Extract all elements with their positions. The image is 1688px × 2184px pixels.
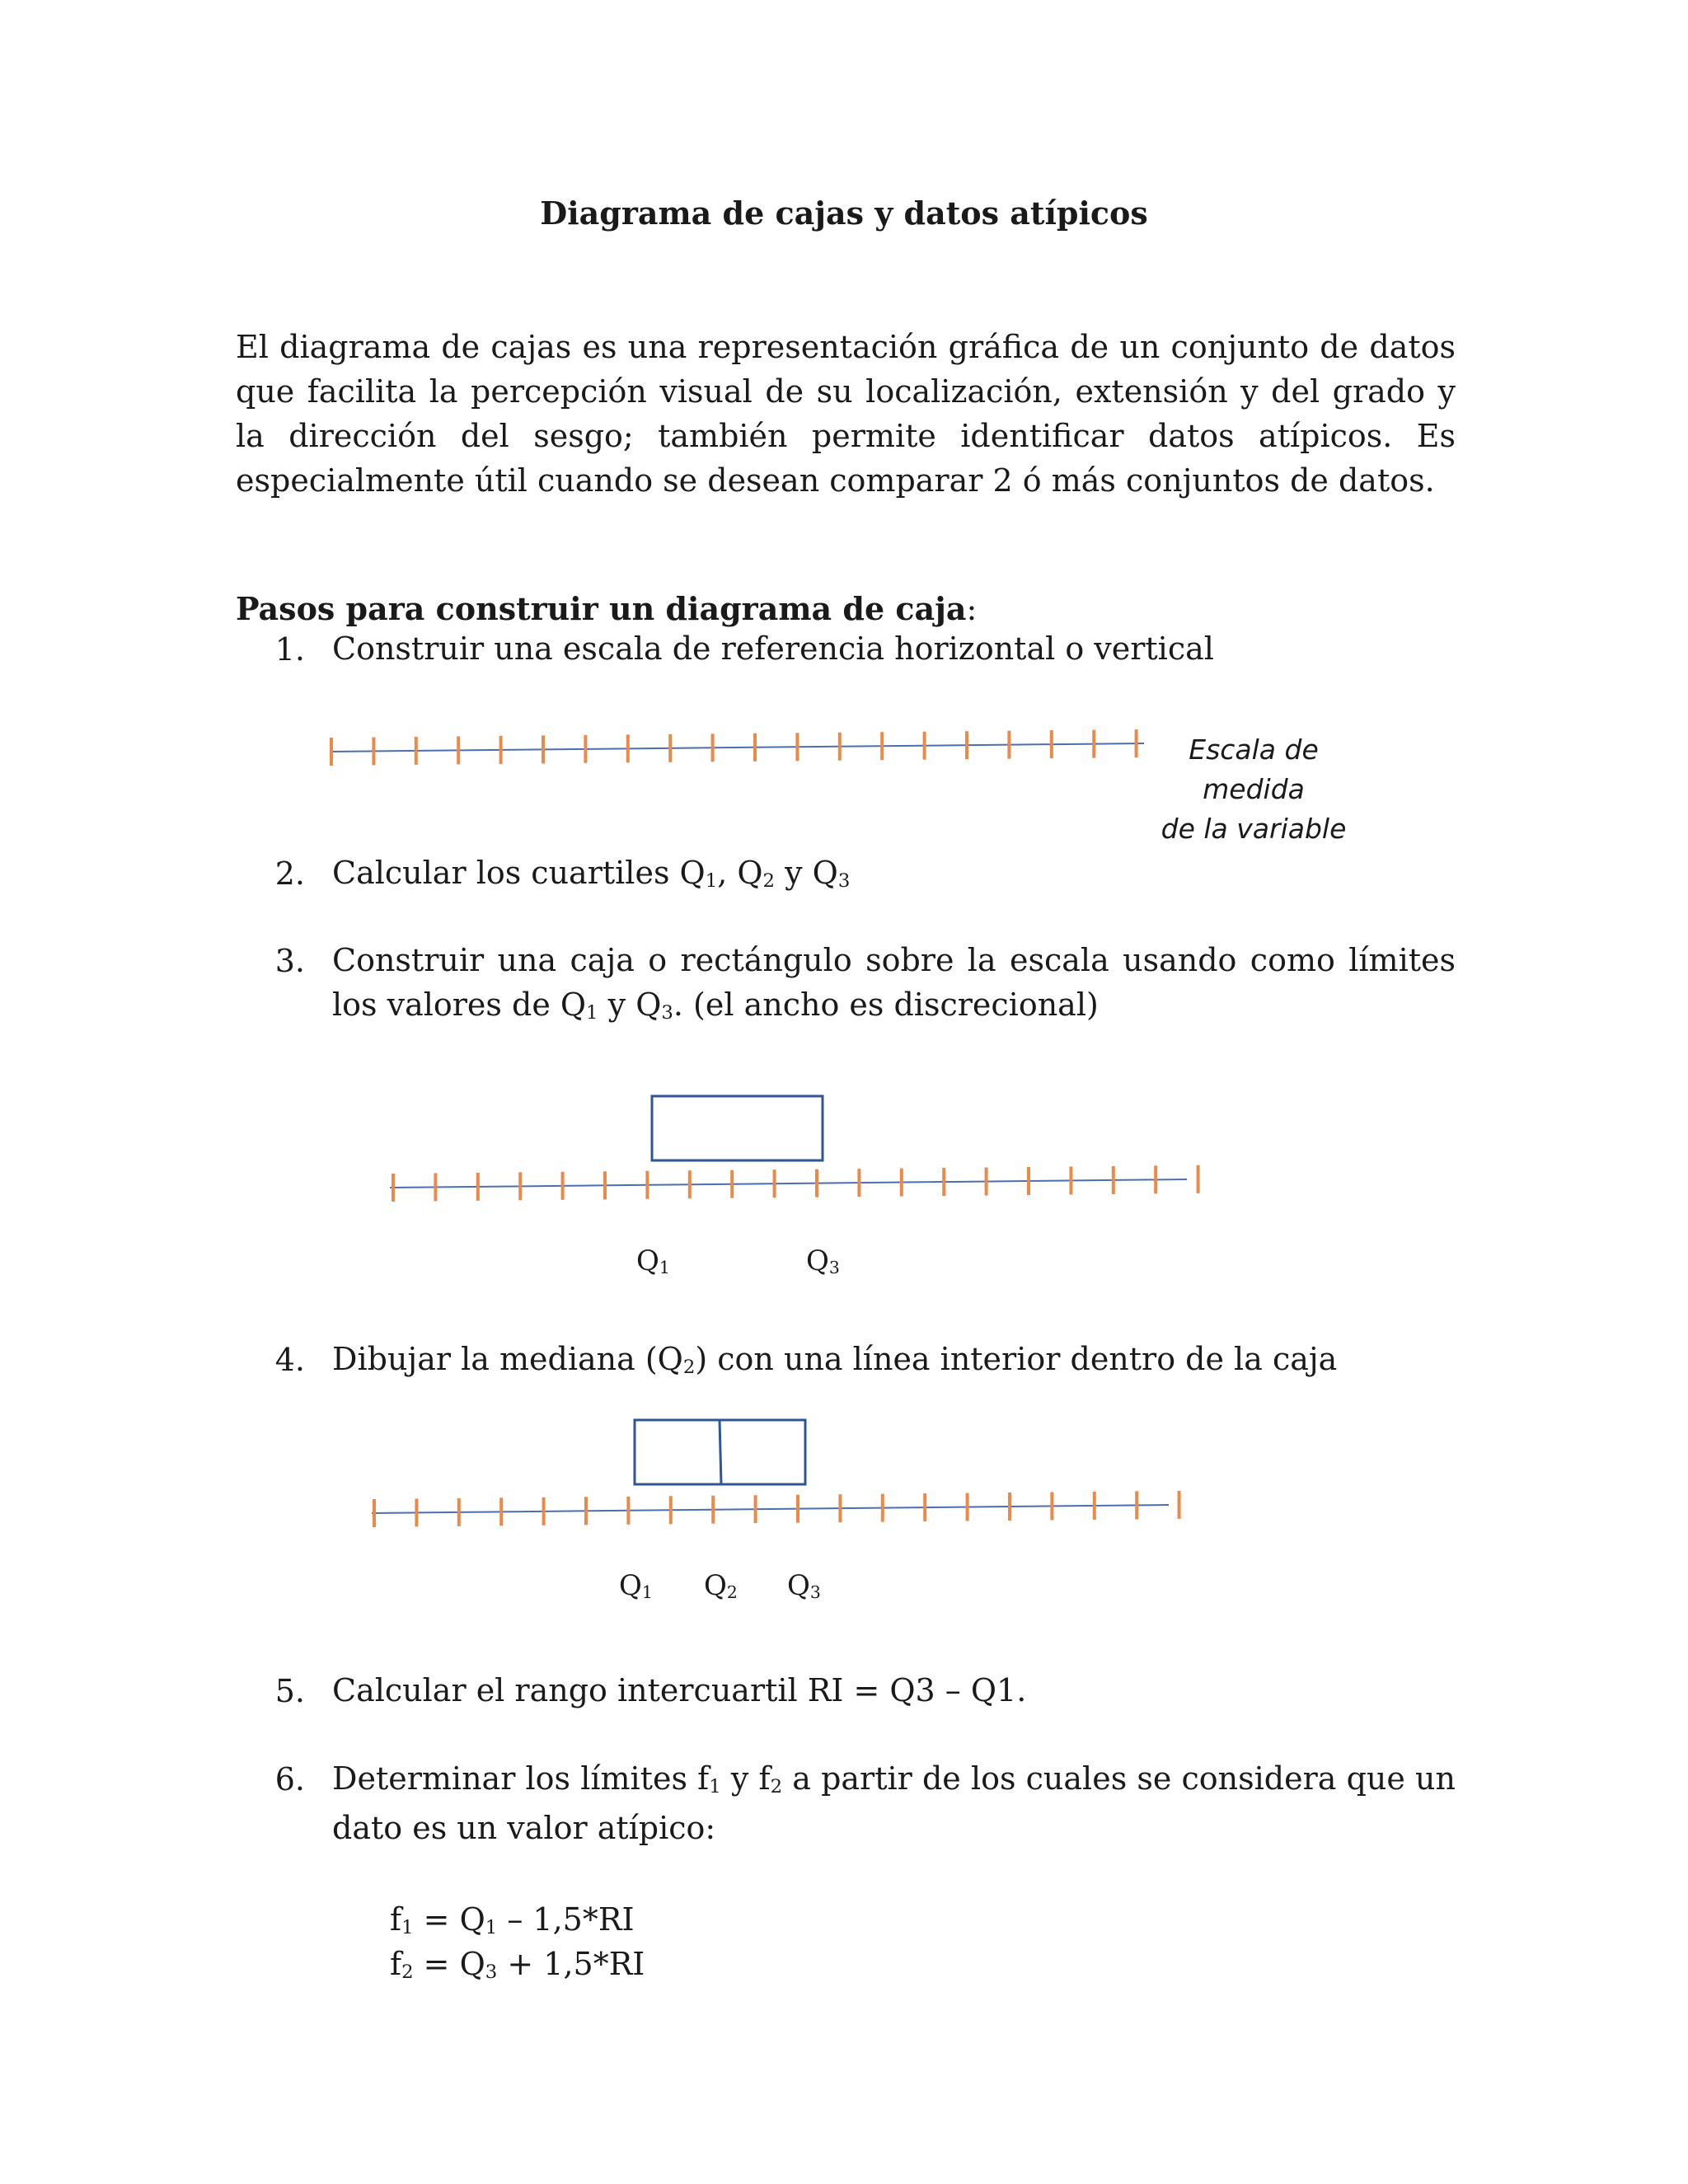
f2-b: = Q — [413, 1946, 485, 1982]
diagram2-q1-sub: 1 — [659, 1257, 670, 1277]
step-2-sub-1: 1 — [705, 870, 718, 893]
step-2-sub-2: 2 — [762, 870, 776, 893]
scale2-axis — [390, 1179, 1187, 1188]
steps-heading-text: Pasos para construir un diagrama de caja — [236, 590, 967, 627]
step-3-text-b: y Q — [598, 987, 662, 1023]
step-4-text-b: ) con una línea interior dentro de la caja — [695, 1341, 1338, 1377]
formula-f1 — [390, 1897, 634, 1947]
diagram3-q2-letter: Q — [704, 1569, 727, 1602]
diagram3-q2-label — [704, 1569, 738, 1602]
diagram2-q1-letter: Q — [636, 1244, 659, 1277]
box-q1-q3 — [652, 1096, 823, 1160]
step-3-number: 3. — [274, 943, 305, 979]
scale3-axis — [372, 1505, 1169, 1513]
step-3-text-a: Construir una caja o rectángulo sobre la escala usando como límites los valores de Q — [332, 942, 1456, 1023]
step-3-text-c: . (el ancho es discrecional) — [673, 987, 1099, 1023]
box-diagram-median — [372, 1420, 1179, 1527]
scale-3 — [372, 1491, 1179, 1527]
step-6-text-a: Determinar los límites f — [332, 1760, 710, 1797]
step-2-text-a: Calcular los cuartiles Q — [332, 855, 706, 891]
step-5-number: 5. — [274, 1673, 305, 1709]
median-line — [720, 1420, 721, 1484]
diagram3-q1-letter: Q — [619, 1569, 642, 1602]
step-2-text — [332, 851, 850, 900]
intro-paragraph: El diagrama de cajas es una representación gráfica de un conjunto de datos que facilita la percepción visual de su localización, extensión y del grado y la dirección del sesgo; también permite identificar datos atípicos. Es especialmente útil cuando se desean comparar 2 ó más conjuntos de datos. — [236, 329, 1456, 499]
formula-f2 — [390, 1942, 645, 1991]
f1-a: f — [390, 1901, 402, 1938]
scale1-axis — [330, 743, 1144, 752]
step-6-text-c: a partir de los cuales se considera que un dato es un valor atípico: — [332, 1760, 1456, 1846]
diagram3-q1-label — [619, 1569, 653, 1602]
f1-a-sub: 1 — [401, 1917, 414, 1939]
step-2-sub-3: 3 — [837, 870, 851, 893]
diagram3-q1-sub: 1 — [641, 1582, 653, 1602]
f2-a-sub: 2 — [401, 1961, 414, 1984]
step-6-sub-1: 1 — [709, 1776, 721, 1798]
box-diagram-q1-q3 — [390, 1096, 1198, 1202]
step-6-sub-2: 2 — [770, 1776, 783, 1798]
f2-b-sub: 3 — [485, 1961, 498, 1984]
step-3-sub-1: 1 — [586, 1002, 598, 1024]
step-4-text — [332, 1337, 1337, 1386]
page-title: Diagrama de cajas y datos atípicos — [540, 194, 1148, 232]
step-6-text — [332, 1756, 1456, 1850]
step-2-number: 2. — [274, 855, 305, 892]
step-1-number: 1. — [274, 631, 305, 668]
diagram3-q3-sub: 3 — [809, 1582, 821, 1602]
scale-note-line1: Escala de medida — [1189, 733, 1319, 805]
diagram3-q2-sub: 2 — [726, 1582, 738, 1602]
scale-note — [1142, 730, 1365, 849]
f1-b-sub: 1 — [485, 1917, 498, 1939]
step-3-sub-2: 3 — [661, 1002, 673, 1024]
f2-c: + 1,5*RI — [497, 1946, 645, 1982]
diagram2-q3-label — [806, 1244, 840, 1277]
step-4-number: 4. — [274, 1342, 305, 1378]
step-6-number: 6. — [274, 1761, 305, 1797]
step-1-text: Construir una escala de referencia horizontal o vertical — [332, 630, 1214, 667]
step-2-text-c: y Q — [775, 855, 838, 891]
diagram2-q3-sub: 3 — [828, 1257, 840, 1277]
f2-a: f — [390, 1946, 402, 1982]
step-4-text-a: Dibujar la mediana (Q — [332, 1341, 683, 1377]
step-4-sub-1: 2 — [682, 1357, 696, 1379]
step-5-text: Calcular el rango intercuartil RI = Q3 – Q1. — [332, 1672, 1027, 1708]
step-6-text-b: y f — [720, 1760, 771, 1797]
scale-2 — [390, 1165, 1198, 1202]
diagram2-q1-label — [636, 1244, 670, 1277]
step-2-text-b: , Q — [717, 855, 763, 891]
diagram2-q3-letter: Q — [806, 1244, 829, 1277]
f1-c: – 1,5*RI — [497, 1901, 635, 1938]
f1-b: = Q — [413, 1901, 485, 1938]
step-3-text — [332, 938, 1456, 1032]
steps-heading-colon: : — [966, 591, 978, 627]
scale-1 — [330, 729, 1144, 766]
scale-note-line2: de la variable — [1160, 813, 1347, 845]
diagram3-q3-label — [787, 1569, 821, 1602]
diagram3-q3-letter: Q — [787, 1569, 810, 1602]
